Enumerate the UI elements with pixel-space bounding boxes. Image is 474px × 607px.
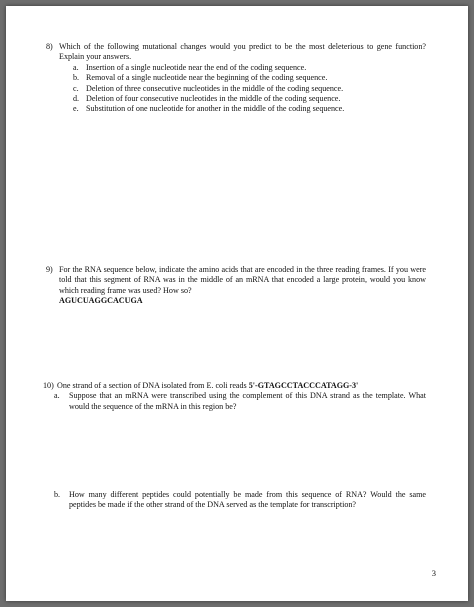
option-text: Substitution of one nucleotide for another in the middle of the coding sequence. xyxy=(86,104,345,114)
option-letter: a. xyxy=(73,62,79,72)
page-number: 3 xyxy=(431,568,436,578)
question-8-stem xyxy=(46,42,426,63)
part-text: How many different peptides could potentially be made from this sequence of RNA? Would the same peptides be made if the other strand of the DNA served as the template for transcription? xyxy=(69,490,426,510)
question-10-number: 10) xyxy=(43,381,54,390)
question-9-number: 9) xyxy=(46,265,53,274)
question-9-text: For the RNA sequence below, indicate the amino acids that are encoded in the three reading frames. If you were told that this segment of RNA was in the middle of an mRNA that encoded a large protein, would you know which reading frame was used? How so? xyxy=(59,265,426,295)
question-8-text: Which of the following mutational changes would you predict to be the most deleterious to gene function? Explain your answers. xyxy=(59,42,426,62)
question-10-stem xyxy=(43,381,426,391)
question-10-part-a xyxy=(43,391,426,412)
question-8-option-a xyxy=(46,63,426,73)
option-text: Insertion of a single nucleotide near the end of the coding sequence. xyxy=(86,62,307,72)
question-10-text: One strand of a section of DNA isolated from E. coli reads xyxy=(57,381,249,390)
rna-sequence: AGUCUAGGCACUGA xyxy=(59,296,143,306)
question-8-option-d xyxy=(46,94,426,104)
question-10-part-b xyxy=(43,490,426,511)
question-10-b xyxy=(43,490,426,511)
question-9 xyxy=(46,265,426,307)
question-9-sequence-row xyxy=(46,296,426,306)
option-letter: c. xyxy=(73,83,79,93)
question-8-option-e xyxy=(46,104,426,114)
dna-sequence: 5'-GTAGCCTACCCATAGG-3' xyxy=(248,381,359,390)
question-8-option-c xyxy=(46,84,426,94)
question-8-number: 8) xyxy=(46,42,53,51)
part-letter: b. xyxy=(54,490,61,499)
question-9-stem xyxy=(46,265,426,296)
option-letter: e. xyxy=(73,104,79,114)
question-8-option-b xyxy=(46,73,426,83)
question-10 xyxy=(43,381,426,412)
option-text: Deletion of four consecutive nucleotides in the middle of the coding sequence. xyxy=(86,94,341,104)
part-text: Suppose that an mRNA were transcribed using the complement of this DNA strand as the template. What would the sequence of the mRNA in this region be? xyxy=(69,391,426,411)
part-letter: a. xyxy=(54,391,60,401)
question-8-options xyxy=(46,63,426,115)
option-text: Removal of a single nucleotide near the beginning of the coding sequence. xyxy=(86,73,328,83)
option-text: Deletion of three consecutive nucleotides in the middle of the coding sequence. xyxy=(86,83,344,93)
document-page xyxy=(6,6,468,601)
option-letter: b. xyxy=(73,73,80,83)
option-letter: d. xyxy=(73,94,80,104)
question-8 xyxy=(46,42,426,115)
